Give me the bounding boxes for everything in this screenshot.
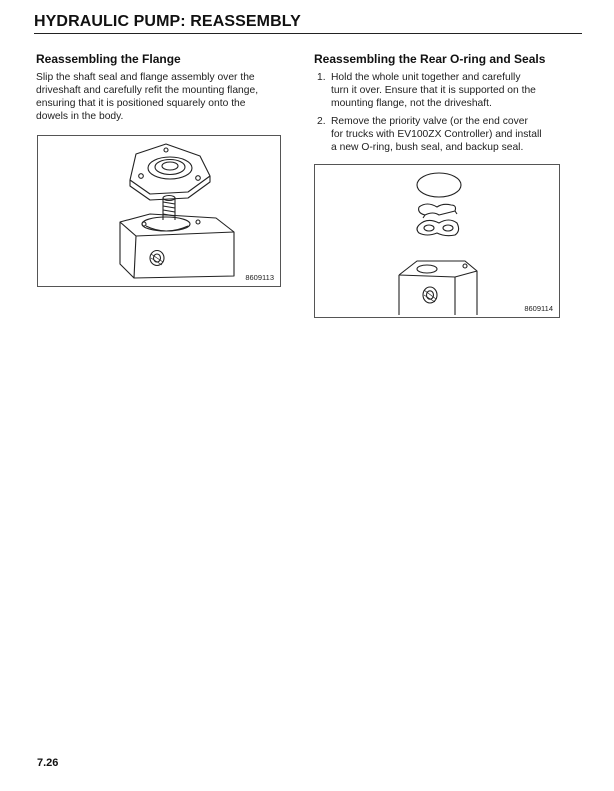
paragraph-line: dowels in the body. — [36, 111, 124, 122]
step-line: for trucks with EV100ZX Controller) and install — [331, 129, 542, 140]
figure-code: 8609114 — [524, 304, 553, 313]
step-line: Remove the priority valve (or the end cover — [331, 116, 528, 127]
step-item — [314, 71, 568, 110]
step-number: 1. — [317, 72, 326, 83]
flange-paragraph — [36, 71, 286, 123]
section-heading-oring: Reassembling the Rear O-ring and Seals — [314, 52, 546, 66]
paragraph-line: Slip the shaft seal and flange assembly over the — [36, 72, 255, 83]
oring-figure — [314, 164, 560, 318]
section-heading-flange: Reassembling the Flange — [36, 52, 181, 66]
flange-figure — [37, 135, 281, 287]
steps-list — [314, 71, 568, 154]
step-line: Hold the whole unit together and carefully — [331, 72, 521, 83]
step-item — [314, 115, 568, 154]
left-section — [36, 52, 286, 123]
step-line: a new O-ring, bush seal, and backup seal. — [331, 142, 524, 153]
page-header — [34, 13, 582, 34]
paragraph-line: ensuring that it is positioned squarely onto the — [36, 98, 246, 109]
step-line: turn it over. Ensure that it is supported on the — [331, 85, 536, 96]
right-section — [314, 52, 568, 159]
flange-assembly-illustration — [38, 136, 280, 286]
page-title: HYDRAULIC PUMP: REASSEMBLY — [34, 13, 301, 30]
page-number: 7.26 — [37, 757, 59, 769]
step-number: 2. — [317, 116, 326, 127]
figure-code: 8609113 — [245, 273, 274, 282]
step-line: mounting flange, not the driveshaft. — [331, 98, 492, 109]
paragraph-line: driveshaft and carefully refit the mounting flange, — [36, 85, 259, 96]
oring-seals-illustration — [315, 165, 559, 317]
